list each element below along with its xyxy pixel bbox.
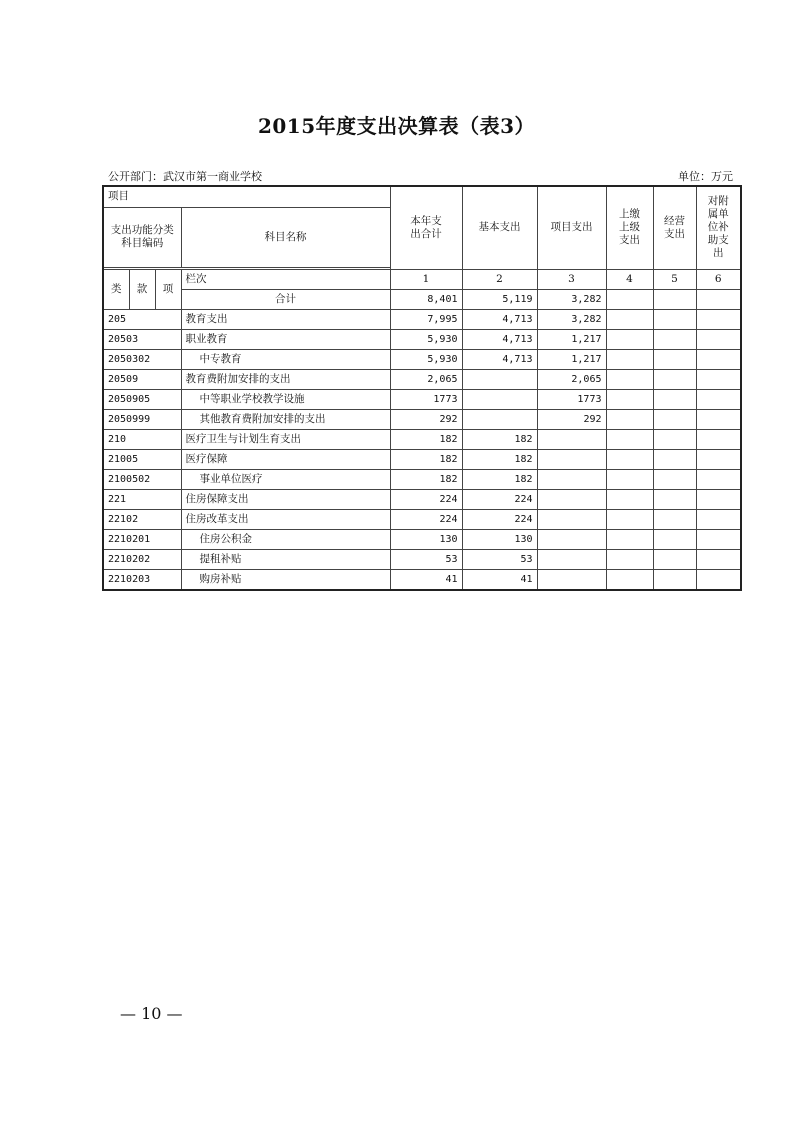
table-row — [103, 569, 741, 590]
row-code: 2210202 — [103, 549, 181, 569]
row-upper — [606, 449, 653, 469]
col-index-3: 3 — [537, 269, 606, 289]
row-project — [537, 569, 606, 590]
row-name: 教育费附加安排的支出 — [181, 369, 390, 389]
table-row — [103, 509, 741, 529]
row-upper — [606, 509, 653, 529]
row-subsidiary — [696, 369, 741, 389]
unit-label: 单位：万元 — [678, 170, 733, 183]
row-basic: 4,713 — [462, 329, 537, 349]
row-basic: 182 — [462, 449, 537, 469]
row-upper — [606, 469, 653, 489]
row-basic — [462, 409, 537, 429]
header-business: 经营支出 — [653, 186, 696, 269]
header-xiang: 项 — [155, 269, 181, 309]
header-subsidiary: 对附属单位补助支出 — [696, 186, 741, 269]
table-row — [103, 389, 741, 409]
row-subsidiary — [696, 389, 741, 409]
row-name: 中专教育 — [181, 349, 390, 369]
row-basic: 4,713 — [462, 309, 537, 329]
row-subsidiary — [696, 349, 741, 369]
row-total: 2,065 — [390, 369, 462, 389]
row-code: 2050302 — [103, 349, 181, 369]
row-subsidiary — [696, 489, 741, 509]
row-name: 住房保障支出 — [181, 489, 390, 509]
header-item: 项目 — [103, 186, 390, 207]
row-project: 292 — [537, 409, 606, 429]
expenditure-table — [102, 185, 742, 591]
row-total: 292 — [390, 409, 462, 429]
row-code: 2210203 — [103, 569, 181, 590]
row-name: 中等职业学校教学设施 — [181, 389, 390, 409]
row-name: 事业单位医疗 — [181, 469, 390, 489]
header-name-label: 科目名称 — [181, 207, 390, 267]
empty-cell — [653, 289, 696, 309]
row-total: 224 — [390, 489, 462, 509]
page-number: — 10 — — [120, 1004, 183, 1023]
row-subsidiary — [696, 569, 741, 590]
row-total: 53 — [390, 549, 462, 569]
header-lanci: 栏次 — [181, 269, 390, 289]
row-subsidiary — [696, 529, 741, 549]
row-upper — [606, 569, 653, 590]
row-subsidiary — [696, 429, 741, 449]
page-title: 2015年度支出决算表（表3） — [257, 114, 536, 138]
header-project: 项目支出 — [537, 186, 606, 269]
row-business — [653, 389, 696, 409]
row-business — [653, 489, 696, 509]
row-code: 20509 — [103, 369, 181, 389]
row-business — [653, 449, 696, 469]
empty-cell — [606, 289, 653, 309]
row-name: 住房改革支出 — [181, 509, 390, 529]
row-basic: 224 — [462, 489, 537, 509]
row-project — [537, 489, 606, 509]
table-row — [103, 409, 741, 429]
header-upper: 上缴上级支出 — [606, 186, 653, 269]
row-subsidiary — [696, 549, 741, 569]
row-project — [537, 429, 606, 449]
header-basic: 基本支出 — [462, 186, 537, 269]
table-row — [103, 529, 741, 549]
row-name: 提租补贴 — [181, 549, 390, 569]
table-row — [103, 329, 741, 349]
row-name: 其他教育费附加安排的支出 — [181, 409, 390, 429]
table-row — [103, 429, 741, 449]
row-code: 205 — [103, 309, 181, 329]
row-code: 2210201 — [103, 529, 181, 549]
row-business — [653, 569, 696, 590]
row-business — [653, 349, 696, 369]
row-code: 20503 — [103, 329, 181, 349]
empty-cell — [696, 289, 741, 309]
row-name: 教育支出 — [181, 309, 390, 329]
table-row — [103, 549, 741, 569]
row-subsidiary — [696, 309, 741, 329]
row-project: 3,282 — [537, 309, 606, 329]
total-row — [103, 289, 741, 309]
row-name: 购房补贴 — [181, 569, 390, 590]
row-upper — [606, 369, 653, 389]
row-subsidiary — [696, 409, 741, 429]
total-label: 合计 — [181, 289, 390, 309]
row-upper — [606, 489, 653, 509]
col-index-6: 6 — [696, 269, 741, 289]
header-kuan: 款 — [129, 269, 155, 309]
row-business — [653, 429, 696, 449]
row-upper — [606, 549, 653, 569]
row-business — [653, 369, 696, 389]
row-project — [537, 549, 606, 569]
row-code: 2100502 — [103, 469, 181, 489]
row-basic: 53 — [462, 549, 537, 569]
row-subsidiary — [696, 469, 741, 489]
row-subsidiary — [696, 449, 741, 469]
row-total: 1773 — [390, 389, 462, 409]
table-row — [103, 369, 741, 389]
row-name: 职业教育 — [181, 329, 390, 349]
row-total: 41 — [390, 569, 462, 590]
row-code: 210 — [103, 429, 181, 449]
row-name: 医疗保障 — [181, 449, 390, 469]
row-subsidiary — [696, 509, 741, 529]
row-basic: 130 — [462, 529, 537, 549]
row-project: 1,217 — [537, 329, 606, 349]
total-total: 8,401 — [390, 289, 462, 309]
row-project — [537, 529, 606, 549]
row-business — [653, 529, 696, 549]
header-code-label: 支出功能分类科目编码 — [103, 207, 181, 267]
row-business — [653, 409, 696, 429]
row-upper — [606, 529, 653, 549]
table-row — [103, 309, 741, 329]
row-upper — [606, 329, 653, 349]
row-total: 5,930 — [390, 329, 462, 349]
row-basic — [462, 389, 537, 409]
row-upper — [606, 309, 653, 329]
row-code: 2050999 — [103, 409, 181, 429]
total-basic: 5,119 — [462, 289, 537, 309]
row-total: 182 — [390, 429, 462, 449]
header-total: 本年支出合计 — [390, 186, 462, 269]
table-row — [103, 469, 741, 489]
row-code: 21005 — [103, 449, 181, 469]
table-row — [103, 449, 741, 469]
row-total: 130 — [390, 529, 462, 549]
table-row — [103, 349, 741, 369]
row-upper — [606, 389, 653, 409]
row-business — [653, 509, 696, 529]
row-total: 182 — [390, 469, 462, 489]
row-code: 2050905 — [103, 389, 181, 409]
row-business — [653, 549, 696, 569]
row-upper — [606, 349, 653, 369]
row-total: 224 — [390, 509, 462, 529]
row-project — [537, 469, 606, 489]
row-upper — [606, 429, 653, 449]
row-project — [537, 449, 606, 469]
header-lei: 类 — [103, 269, 129, 309]
row-project: 1,217 — [537, 349, 606, 369]
row-subsidiary — [696, 329, 741, 349]
row-total: 5,930 — [390, 349, 462, 369]
row-code: 22102 — [103, 509, 181, 529]
department-label: 公开部门：武汉市第一商业学校 — [108, 170, 262, 183]
row-name: 住房公积金 — [181, 529, 390, 549]
row-business — [653, 309, 696, 329]
row-total: 182 — [390, 449, 462, 469]
total-project: 3,282 — [537, 289, 606, 309]
col-index-1: 1 — [390, 269, 462, 289]
row-basic: 224 — [462, 509, 537, 529]
col-index-5: 5 — [653, 269, 696, 289]
row-basic: 41 — [462, 569, 537, 590]
table-row — [103, 489, 741, 509]
row-project — [537, 509, 606, 529]
row-total: 7,995 — [390, 309, 462, 329]
row-upper — [606, 409, 653, 429]
row-business — [653, 329, 696, 349]
row-basic: 4,713 — [462, 349, 537, 369]
row-project: 1773 — [537, 389, 606, 409]
row-name: 医疗卫生与计划生育支出 — [181, 429, 390, 449]
col-index-4: 4 — [606, 269, 653, 289]
row-basic: 182 — [462, 429, 537, 449]
row-basic — [462, 369, 537, 389]
row-basic: 182 — [462, 469, 537, 489]
row-business — [653, 469, 696, 489]
col-index-2: 2 — [462, 269, 537, 289]
row-code: 221 — [103, 489, 181, 509]
row-project: 2,065 — [537, 369, 606, 389]
